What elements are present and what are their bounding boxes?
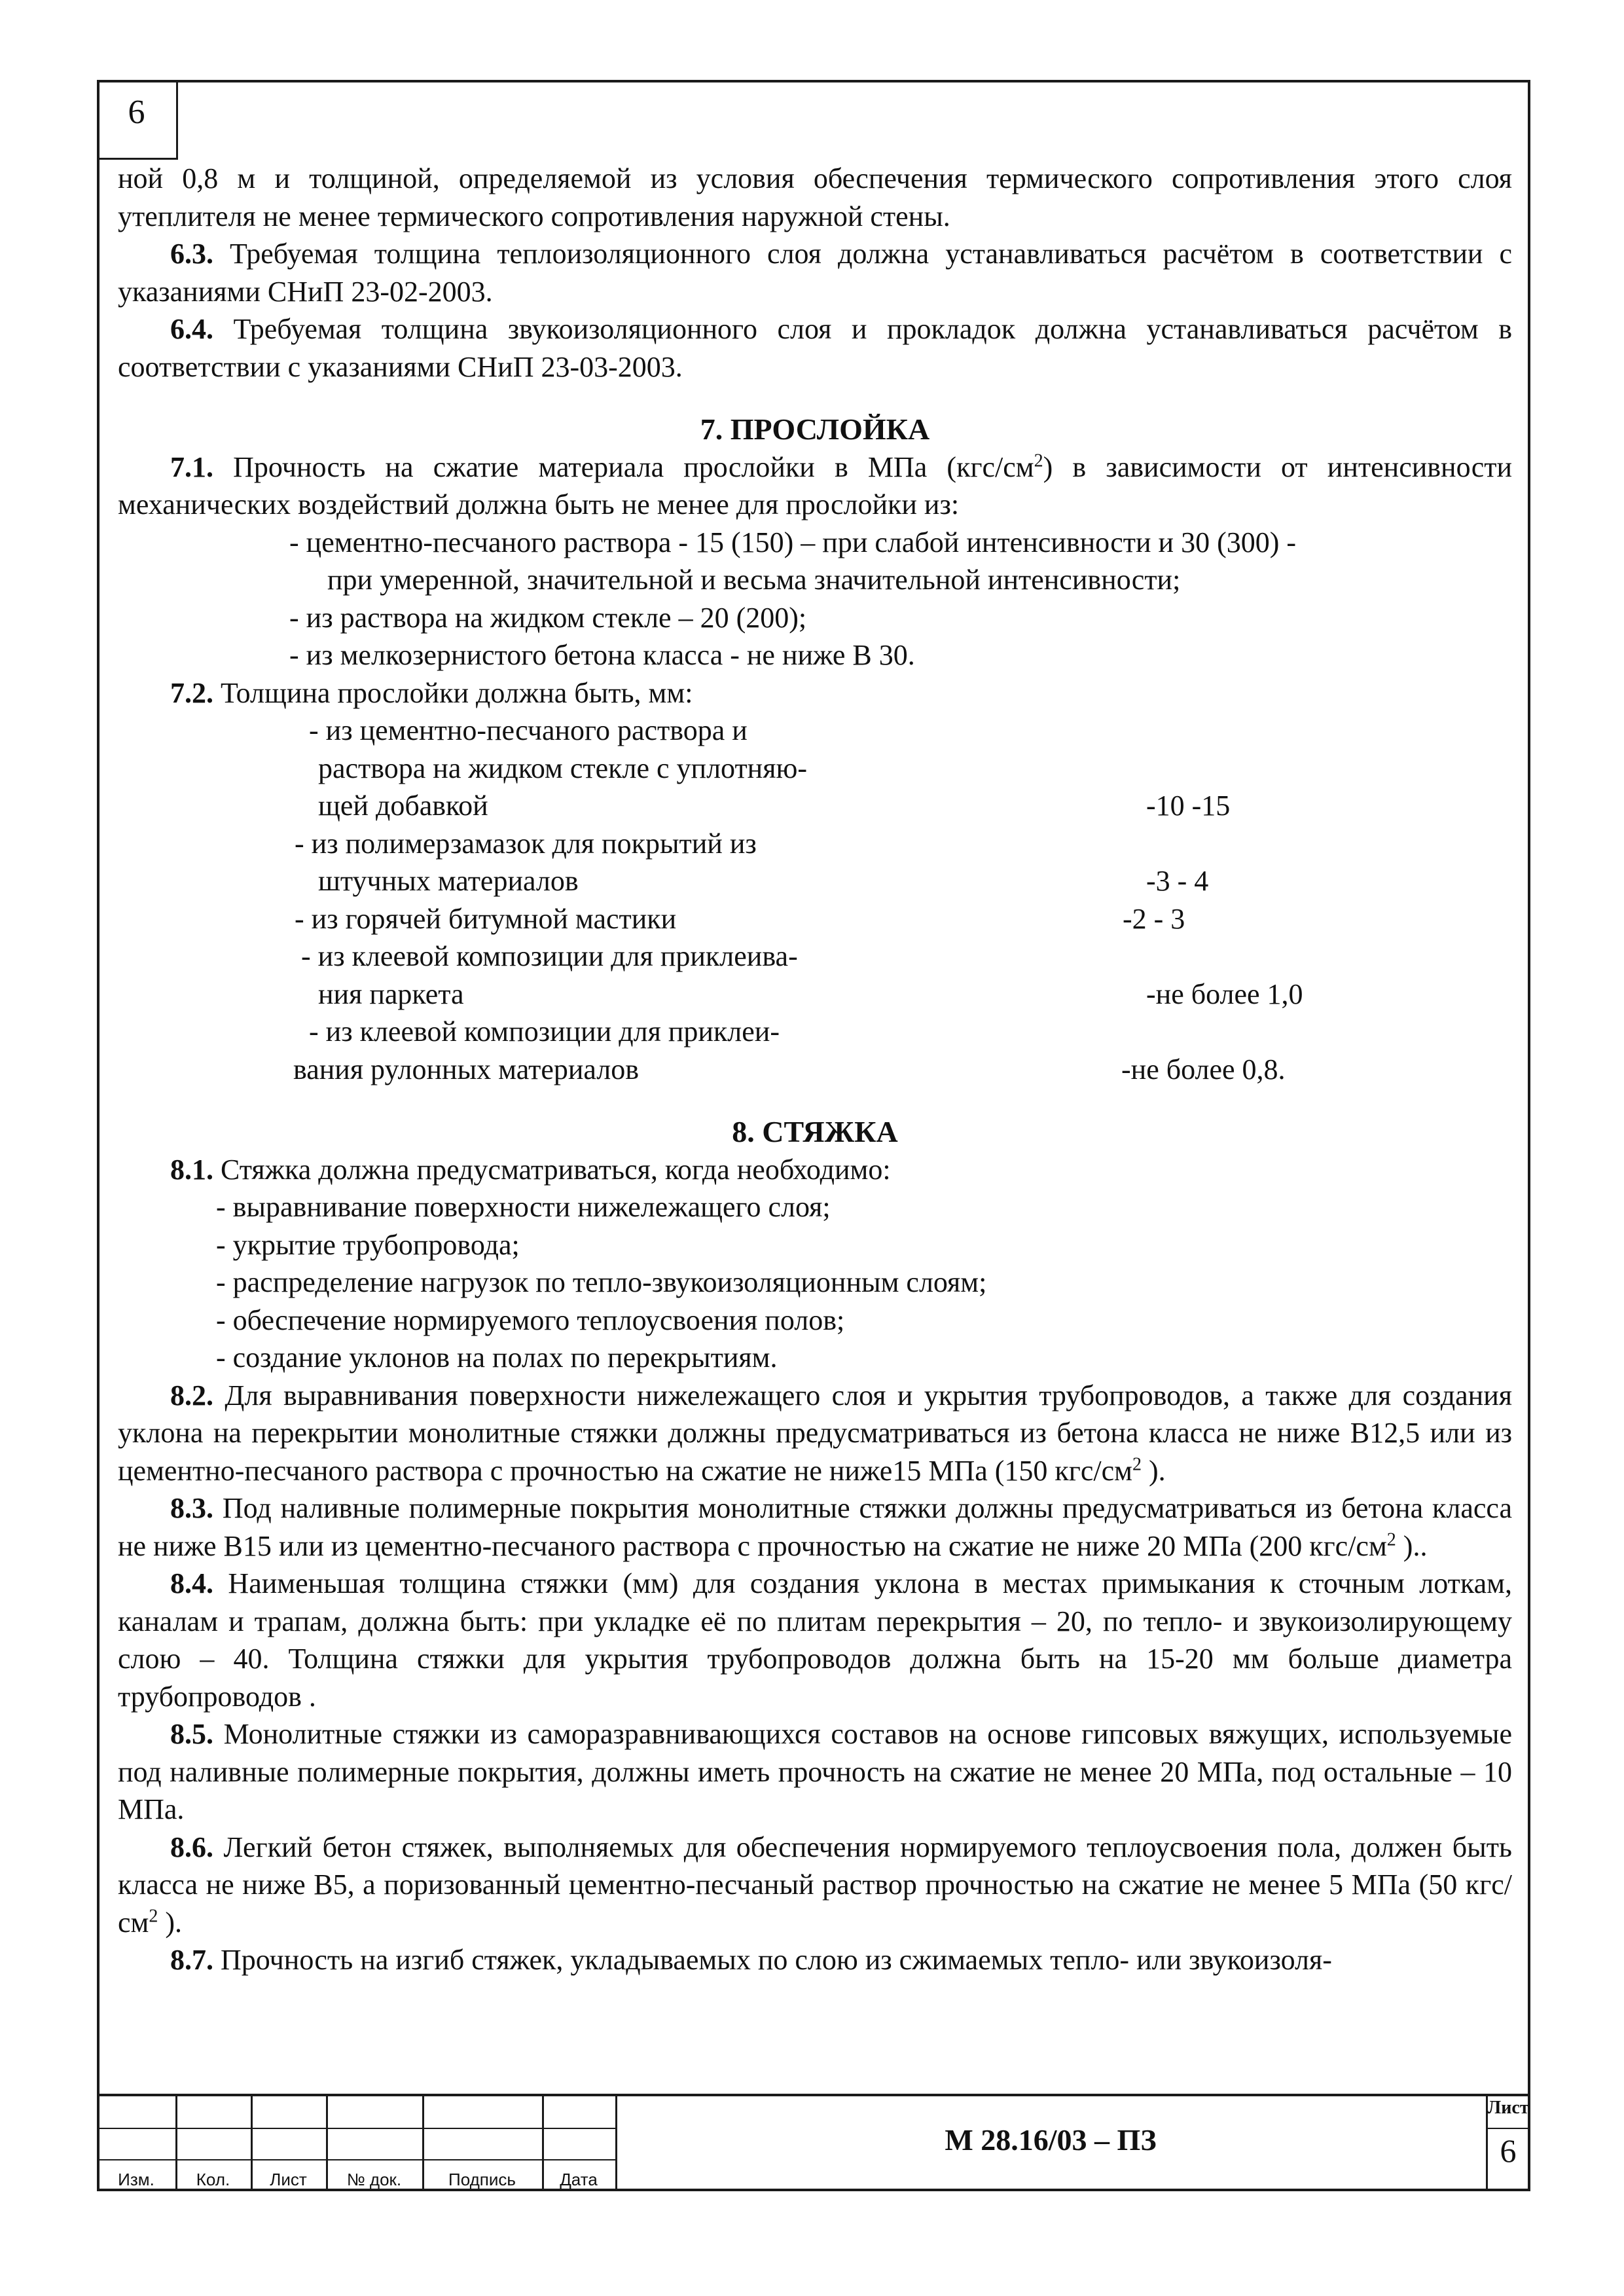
paragraph-number: 8.2.: [170, 1379, 213, 1412]
paragraph-text: ).: [1141, 1454, 1166, 1487]
sheet-label: Лист: [1487, 2098, 1529, 2118]
paragraph-7-2: [118, 674, 1512, 712]
paragraph-number: 6.3.: [170, 238, 213, 270]
row-material: - из цементно-песчаного раствора и: [309, 714, 748, 746]
row-value: -2 - 3: [1123, 902, 1185, 935]
list-item: - цементно-песчаного раствора - 15 (150) – при слабой интенсивности и 30 (300) -: [289, 526, 1297, 558]
list-item: - укрытие трубопровода;: [216, 1228, 520, 1261]
table-row: [118, 750, 1512, 788]
document-body: [118, 160, 1512, 1979]
row-value: [1123, 825, 1512, 863]
grid-line: [1486, 2128, 1530, 2129]
paragraph-number: 8.1.: [170, 1153, 213, 1186]
label-sheet: Лист: [270, 2170, 307, 2189]
paragraph-8-6: [118, 1829, 1512, 1942]
label-quantity: Кол.: [196, 2170, 230, 2189]
section-7-heading: 7. ПРОСЛОЙКА: [700, 412, 930, 446]
paragraph-text: ).: [158, 1906, 183, 1939]
grid-line: [97, 2159, 615, 2160]
paragraph-6-3: [118, 235, 1512, 310]
paragraph-text: Требуемая толщина звукоизоляционного слоя и прокладок должна устанавливаться расчётом в соответствии с указаниями СНиП 23-03-2003.: [118, 313, 1512, 383]
row-material: вания рулонных материалов: [293, 1053, 640, 1085]
paragraph-text: Требуемая толщина теплоизоляционного слоя должна устанавливаться расчётом в соответствии с указаниями СНиП 23-02-2003.: [118, 238, 1512, 308]
thickness-table: [118, 712, 1512, 1088]
paragraph-text: ) в зависимости от интенсивности механических воздействий должна быть не менее для прослойки из:: [118, 450, 1512, 520]
paragraph-number: 6.4.: [170, 313, 213, 345]
list-item: - выравнивание поверхности нижележащего слоя;: [216, 1191, 831, 1223]
label-signature: Подпись: [448, 2170, 516, 2189]
row-material: - из горячей битумной мастики: [295, 902, 677, 935]
table-row: [118, 825, 1512, 863]
row-value: [1129, 938, 1512, 975]
paragraph-number: 8.6.: [170, 1831, 213, 1863]
row-value: -10 -15: [1146, 790, 1231, 822]
row-material: щей добавкой: [318, 790, 488, 822]
label-date: Дата: [560, 2170, 598, 2189]
list-7-1: [118, 524, 1512, 674]
paragraph-number: 8.5.: [170, 1718, 213, 1750]
table-row: [118, 900, 1512, 938]
paragraph-8-7: [118, 1941, 1512, 1979]
paragraph-text: Прочность на изгиб стяжек, укладываемых по слою из сжимаемых тепло- или звукоизоля-: [213, 1944, 1332, 1976]
list-item: - распределение нагрузок по тепло-звукоизоляционным слоям;: [216, 1266, 987, 1298]
row-value: [1137, 1013, 1512, 1051]
paragraph-8-5: [118, 1715, 1512, 1829]
row-material: раствора на жидком стекле с уплотняю-: [318, 752, 807, 784]
paragraph-text: Прочность на сжатие материала прослойки в МПа (кгс/см: [213, 450, 1034, 483]
row-value: -не более 0,8.: [1121, 1053, 1286, 1085]
list-item: - из мелкозернистого бетона класса - не ниже В 30.: [289, 639, 915, 671]
table-row: [118, 712, 1512, 750]
list-item: - создание уклонов на полах по перекрытиям.: [216, 1341, 778, 1374]
row-material: - из полимерзамазок для покрытий из: [295, 827, 757, 860]
paragraph-number: 8.4.: [170, 1567, 213, 1599]
section-8-heading: 8. СТЯЖКА: [732, 1115, 898, 1148]
paragraph-8-4: [118, 1565, 1512, 1715]
paragraph-text: )..: [1396, 1529, 1428, 1562]
table-row: [118, 938, 1512, 975]
section6-continuation: ной 0,8 м и толщиной, определяемой из условия обеспечения термического сопротивления этого слоя утеплителя не менее термического сопротивления наружной стены.: [118, 162, 1512, 232]
superscript: 2: [1034, 450, 1043, 471]
paragraph-number: 7.1.: [170, 450, 213, 483]
row-material: - из клеевой композиции для приклеи-: [309, 1015, 780, 1048]
paragraph-text: Стяжка должна предусматриваться, когда необходимо:: [213, 1153, 891, 1186]
document-code: М 28.16/03 – ПЗ: [945, 2123, 1157, 2157]
list-8-1: [118, 1188, 1512, 1377]
list-item: при умеренной, значительной и весьма значительной интенсивности;: [327, 564, 1181, 596]
label-doc-number: № док.: [346, 2170, 402, 2189]
paragraph-text: Монолитные стяжки из саморазравнивающихся составов на основе гипсовых вяжущих, используемые под наливные полимерные покрытия, должны иметь прочность на сжатие не менее 20 МПа, под остальные – 10 МПа.: [118, 1718, 1512, 1825]
paragraph-number: 8.3.: [170, 1492, 213, 1524]
row-material: - из клеевой композиции для приклеива-: [301, 940, 798, 972]
row-value: [1146, 750, 1512, 788]
list-item: - обеспечение нормируемого теплоусвоения полов;: [216, 1303, 845, 1336]
row-value: [1137, 712, 1512, 750]
row-material: штучных материалов: [318, 865, 579, 897]
paragraph-text: Для выравнивания поверхности нижележащего слоя и укрытия трубопроводов, а также для создания уклона на перекрытии монолитные стяжки должны предусматриваться из бетона класса не ниже В12,5 или из цементно-песчаного раствора с прочностью на сжатие не ниже15 МПа (150 кгс/см: [118, 1379, 1512, 1487]
paragraph-8-3: [118, 1489, 1512, 1565]
paragraph-8-1: [118, 1151, 1512, 1189]
table-row: [118, 1051, 1512, 1089]
label-revision: Изм.: [118, 2170, 154, 2189]
paragraph-text: Наименьшая толщина стяжки (мм) для создания уклона в местах примыкания к сточным лоткам, каналам и трапам, должна быть: при укладке её по плитам перекрытия – 20, по тепло- и звукоизолирующему слою – 40. Толщина стяжки для укрытия трубопроводов должна быть на 15-20 мм больше диаметра трубопроводов .: [118, 1567, 1512, 1713]
paragraph-text: Легкий бетон стяжек, выполняемых для обеспечения нормируемого теплоусвоения пола, должен быть класса не ниже В5, а поризованный цементно-песчаный раствор прочностью на сжатие не менее 5 МПа (50 кгс/см: [118, 1831, 1512, 1939]
table-row: [118, 862, 1512, 900]
superscript: 2: [149, 1905, 158, 1926]
superscript: 2: [1386, 1529, 1396, 1550]
list-item: - из раствора на жидком стекле – 20 (200);: [289, 601, 807, 634]
table-row: [118, 787, 1512, 825]
row-material: ния паркета: [318, 977, 464, 1010]
paragraph-number: 8.7.: [170, 1944, 213, 1976]
paragraph-7-1: [118, 448, 1512, 524]
row-value: -не более 1,0: [1146, 977, 1303, 1010]
table-row: [118, 975, 1512, 1013]
row-value: -3 - 4: [1146, 865, 1209, 897]
corner-page-number: 6: [97, 80, 178, 160]
paragraph-text: Под наливные полимерные покрытия монолитные стяжки должны предусматриваться из бетона класса не ниже В15 или из цементно-песчаного раствора с прочностью на сжатие не ниже 20 МПа (200 кгс/см: [118, 1492, 1512, 1562]
grid-line: [97, 2128, 615, 2129]
sheet-number: 6: [1500, 2132, 1517, 2169]
paragraph-6-4: [118, 310, 1512, 386]
table-row: [118, 1013, 1512, 1051]
paragraph-8-2: [118, 1377, 1512, 1490]
paragraph-text: Толщина прослойки должна быть, мм:: [213, 676, 693, 709]
paragraph-number: 7.2.: [170, 676, 213, 709]
superscript: 2: [1132, 1453, 1142, 1474]
title-block: [97, 2094, 1530, 2191]
